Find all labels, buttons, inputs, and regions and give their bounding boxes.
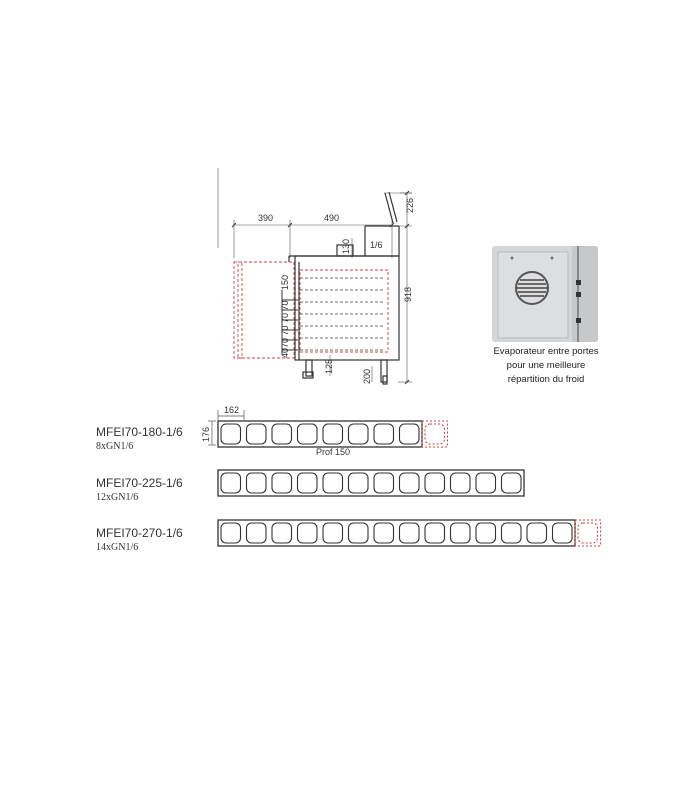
gn-pan — [298, 523, 318, 543]
optional-pan-frame — [422, 421, 448, 447]
gn-pan — [476, 473, 496, 493]
dim-490: 490 — [324, 213, 340, 223]
gn-pan — [451, 473, 471, 493]
optional-pan-slot — [425, 424, 445, 444]
gn-pan — [323, 473, 343, 493]
gn-pan — [400, 473, 420, 493]
gn-pan — [221, 424, 241, 444]
gn-pan — [221, 523, 241, 543]
gn-pan — [374, 523, 394, 543]
gn-pan — [400, 523, 420, 543]
dim-150: 150 — [280, 274, 290, 290]
gn-pan — [298, 473, 318, 493]
gn-pan — [553, 523, 573, 543]
model-capacity-2: 12xGN1/6 — [96, 492, 139, 503]
dim-162: 162 — [224, 405, 240, 415]
gn-pan — [323, 424, 343, 444]
gn-pan — [425, 473, 445, 493]
gn-pan — [451, 523, 471, 543]
model-name-2: MFEI70-225-1/6 — [96, 476, 183, 490]
gn-pan — [247, 523, 267, 543]
dim-390: 390 — [258, 213, 274, 223]
gn-pan — [425, 523, 445, 543]
dim-200: 200 — [362, 368, 372, 384]
gn-pan — [374, 473, 394, 493]
optional-pan-frame — [575, 520, 601, 546]
gn-pan — [247, 424, 267, 444]
dim-1-6: 1/6 — [370, 240, 383, 250]
gn-pan — [272, 424, 292, 444]
model-name-3: MFEI70-270-1/6 — [96, 526, 183, 540]
model-capacity-3: 14xGN1/6 — [96, 542, 139, 553]
gn-pan — [349, 424, 369, 444]
depth-note: Prof 150 — [316, 447, 351, 457]
gn-pan — [323, 523, 343, 543]
gn-pan — [527, 523, 547, 543]
dim-918: 918 — [403, 286, 413, 302]
caption-line-3: répartition du froid — [507, 374, 585, 385]
gn-pan — [272, 473, 292, 493]
caption-line-1: Evaporateur entre portes — [493, 346, 599, 357]
gn-pan — [374, 424, 394, 444]
gn-pan — [400, 424, 420, 444]
gn-pan — [349, 473, 369, 493]
gn-pan — [247, 473, 267, 493]
model-capacity-1: 8xGN1/6 — [96, 441, 134, 452]
gn-pan — [502, 523, 522, 543]
optional-pan-slot — [578, 523, 598, 543]
gn-pan — [476, 523, 496, 543]
model-name-1: MFEI70-180-1/6 — [96, 425, 183, 439]
gn-pan — [221, 473, 241, 493]
caption-line-2: pour une meilleure — [506, 360, 586, 371]
dim-176: 176 — [201, 426, 211, 442]
dim-226: 226 — [405, 197, 415, 213]
gn-pan — [298, 424, 318, 444]
dim-40: 40 — [280, 347, 290, 358]
gn-pan — [272, 523, 292, 543]
dim-130: 130 — [341, 238, 351, 254]
dim-70s: 70 70 70 70 — [280, 300, 290, 348]
gn-pan — [349, 523, 369, 543]
dim-125: 125 — [324, 358, 334, 374]
gn-pan — [502, 473, 522, 493]
